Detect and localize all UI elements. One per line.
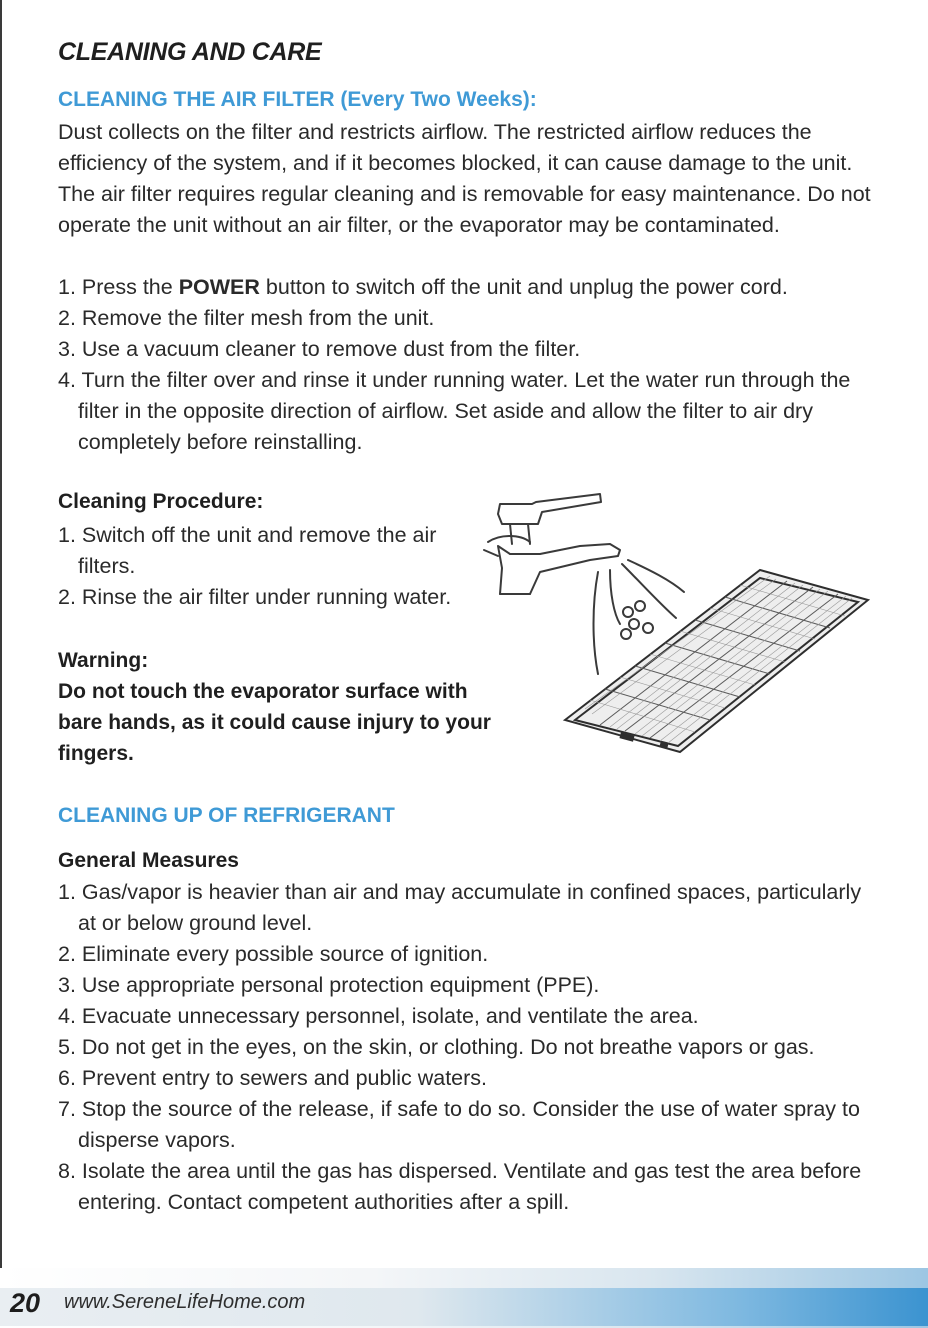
refrigerant-step-1: 1. Gas/vapor is heavier than air and may accumulate in confined spaces, particularly at or below ground level. — [58, 880, 862, 935]
refrigerant-step-8: 8. Isolate the area until the gas has dispersed. Ventilate and gas test the area before entering. Contact competent authorities after a spill. — [58, 1159, 862, 1214]
air-filter-intro: Dust collects on the filter and restricts airflow. The restricted airflow reduces the efficiency of the system, and if it becomes blocked, it can cause damage to the unit. The air filter requires regular cleaning and is removable for easy maintenance. Do not operate the unit without an air filter, or the evaporator may be contaminated. — [58, 120, 871, 237]
refrigerant-step-2: 2. Eliminate every possible source of ignition. — [58, 942, 489, 966]
refrigerant-step-4: 4. Evacuate unnecessary personnel, isolate, and ventilate the area. — [58, 1004, 699, 1028]
power-button-label: POWER — [178, 275, 260, 299]
warning-heading: Warning: — [58, 649, 149, 672]
warning-text: Do not touch the evaporator surface with bare hands, as it could cause injury to your fingers. — [58, 680, 491, 765]
refrigerant-step-3: 3. Use appropriate personal protection equipment (PPE). — [58, 973, 600, 997]
air-filter-step-3: 3. Use a vacuum cleaner to remove dust from the filter. — [58, 337, 581, 361]
refrigerant-step-6: 6. Prevent entry to sewers and public waters. — [58, 1066, 488, 1090]
page-number: 20 — [10, 1288, 41, 1318]
cleaning-procedure-heading: Cleaning Procedure: — [58, 490, 264, 513]
left-border-rule — [0, 0, 2, 1328]
faucet-rinsing-filter-icon — [470, 484, 870, 754]
air-filter-step-2: 2. Remove the filter mesh from the unit. — [58, 306, 435, 330]
air-filter-step-1: 1. Press the POWER button to switch off the unit and unplug the power cord. — [58, 275, 788, 299]
website-link[interactable]: www.SereneLifeHome.com — [64, 1291, 306, 1313]
air-filter-heading: CLEANING THE AIR FILTER (Every Two Weeks): — [58, 88, 537, 111]
refrigerant-step-7: 7. Stop the source of the release, if safe to do so. Consider the use of water spray to disperse vapors. — [58, 1097, 860, 1152]
cleaning-procedure-steps — [58, 520, 458, 613]
refrigerant-heading: CLEANING UP OF REFRIGERANT — [58, 804, 395, 827]
air-filter-steps — [58, 272, 878, 458]
air-filter-step-4: 4. Turn the filter over and rinse it under running water. Let the water run through the filter in the opposite direction of airflow. Set aside and allow the filter to air dry completely before reinstalling. — [58, 368, 851, 454]
refrigerant-step-5: 5. Do not get in the eyes, on the skin, or clothing. Do not breathe vapors or gas. — [58, 1035, 815, 1059]
general-measures-heading: General Measures — [58, 849, 239, 872]
procedure-step-2: 2. Rinse the air filter under running water. — [58, 585, 452, 609]
procedure-step-1: 1. Switch off the unit and remove the air filters. — [58, 523, 437, 578]
page-title: CLEANING AND CARE — [58, 38, 322, 66]
refrigerant-steps — [58, 877, 878, 1218]
page-footer — [0, 1268, 928, 1328]
